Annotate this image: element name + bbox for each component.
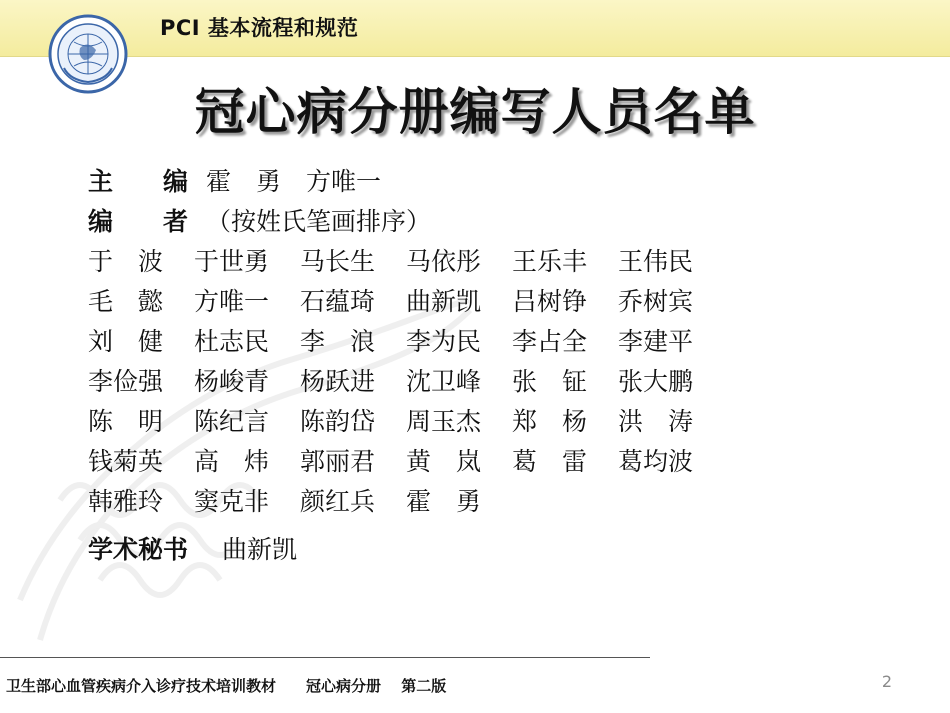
editor-name: 马依彤 <box>406 247 482 276</box>
editors-row <box>88 202 788 242</box>
editor-name: 曲新凯 <box>406 287 482 316</box>
editor-name: 方唯一 <box>194 287 270 316</box>
editor-name: 马长生 <box>300 247 376 276</box>
editor-name: 于 波 <box>88 247 164 276</box>
editor-name: 杜志民 <box>194 327 270 356</box>
editor-name: 陈韵岱 <box>300 407 376 436</box>
editor-name: 王乐丰 <box>512 247 588 276</box>
editors-label: 编 者 <box>88 207 189 236</box>
page-title: 冠心病分册编写人员名单 <box>194 83 756 141</box>
editor-name: 韩雅玲 <box>88 487 164 516</box>
secretary-name: 曲新凯 <box>222 535 298 564</box>
editor-name: 李占全 <box>512 327 588 356</box>
editor-name: 乔树宾 <box>618 287 694 316</box>
editor-name: 陈纪言 <box>194 407 270 436</box>
editor-name: 霍 勇 <box>406 487 482 516</box>
editor-name: 沈卫峰 <box>406 367 482 396</box>
editor-name: 高 炜 <box>194 447 270 476</box>
editor-name: 葛均波 <box>618 447 694 476</box>
editor-name: 李建平 <box>618 327 694 356</box>
editor-name: 刘 健 <box>88 327 164 356</box>
footer-text: 卫生部心血管疾病介入诊疗技术培训教材 冠心病分册 第二版 <box>6 677 447 695</box>
editor-name: 杨峻青 <box>194 367 270 396</box>
editor-name: 葛 雷 <box>512 447 588 476</box>
editor-name: 张 钲 <box>512 367 588 396</box>
editor-names-grid <box>88 242 788 522</box>
chief-editor-row <box>88 162 788 202</box>
editor-name: 吕树铮 <box>512 287 588 316</box>
editor-name: 郑 杨 <box>512 407 588 436</box>
editor-name: 洪 涛 <box>618 407 694 436</box>
editor-name: 陈 明 <box>88 407 164 436</box>
editor-name: 石蕴琦 <box>300 287 376 316</box>
editor-name: 杨跃进 <box>300 367 376 396</box>
page-number: 2 <box>881 672 892 691</box>
header-band <box>0 0 950 57</box>
header-title: PCI 基本流程和规范 <box>160 16 359 40</box>
editor-name: 黄 岚 <box>406 447 482 476</box>
editor-name: 毛 懿 <box>88 287 164 316</box>
editor-name: 郭丽君 <box>300 447 376 476</box>
editor-name: 李 浪 <box>300 327 376 356</box>
editors-note: （按姓氏笔画排序） <box>206 207 432 236</box>
editor-name: 于世勇 <box>194 247 270 276</box>
chief-editor-label: 主 编 <box>88 167 189 196</box>
editor-name: 窦克非 <box>194 487 270 516</box>
secretary-label: 学术秘书 <box>88 535 189 564</box>
footer-divider <box>0 657 650 658</box>
editor-name: 颜红兵 <box>300 487 376 516</box>
editor-name: 王伟民 <box>618 247 694 276</box>
secretary-row <box>88 530 788 570</box>
editor-name: 张大鹏 <box>618 367 694 396</box>
editor-name: 李为民 <box>406 327 482 356</box>
editor-name: 李俭强 <box>88 367 164 396</box>
editor-name: 钱菊英 <box>88 447 164 476</box>
editor-name: 周玉杰 <box>406 407 482 436</box>
chief-editor-names: 霍 勇 方唯一 <box>206 167 382 196</box>
editor-list <box>88 162 788 570</box>
